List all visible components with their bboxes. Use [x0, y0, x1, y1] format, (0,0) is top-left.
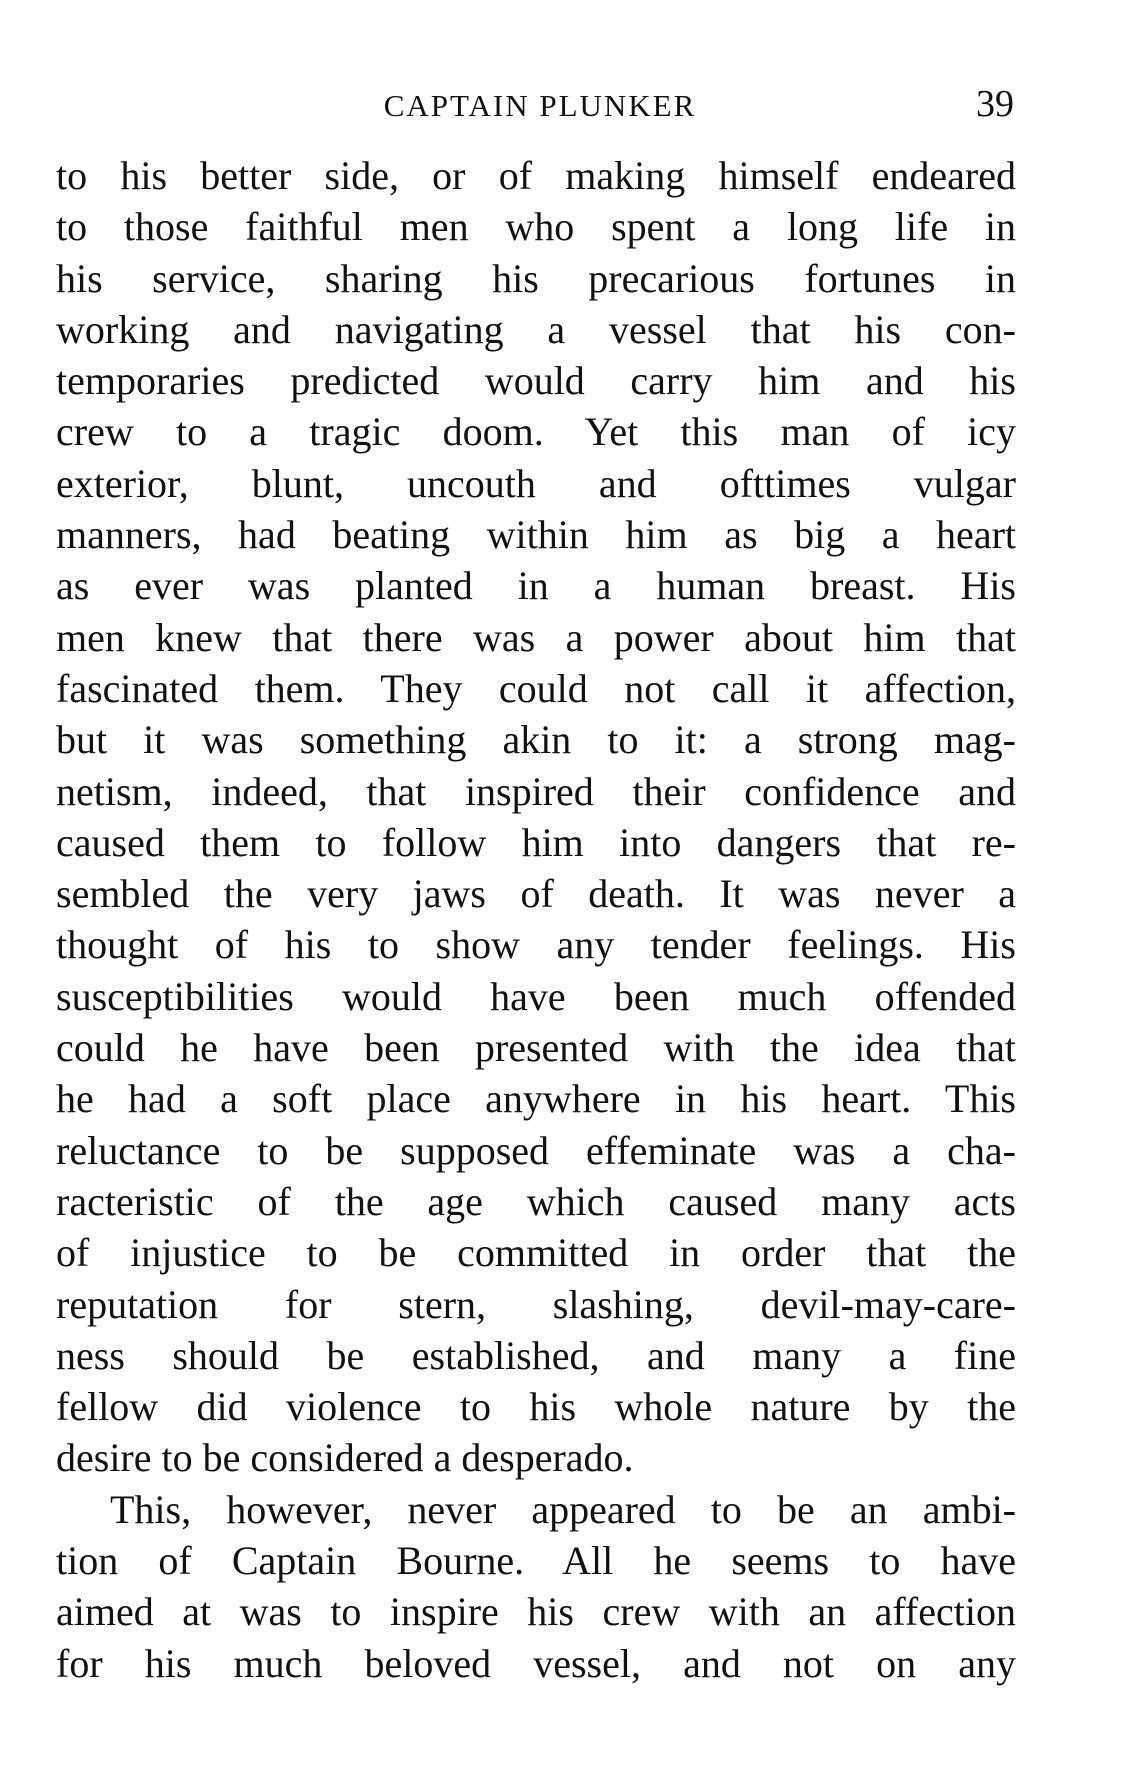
text-line: susceptibilities would have been much offended [56, 973, 1016, 1019]
text-line: manners, had beating within him as big a heart [56, 512, 1016, 558]
text-line: temporaries predicted would carry him and his [56, 358, 1016, 404]
text-line: exterior, blunt, uncouth and ofttimes vulgar [56, 460, 1016, 506]
body-text [56, 150, 1016, 1689]
text-line: sembled the very jaws of death. It was never a [56, 871, 1016, 917]
text-line: racteristic of the age which caused many acts [56, 1178, 1016, 1224]
running-title: CAPTAIN PLUNKER [383, 88, 697, 123]
text-line: he had a soft place anywhere in his heart. This [56, 1076, 1016, 1122]
text-line: reluctance to be supposed effeminate was a cha- [56, 1127, 1016, 1173]
text-line: working and navigating a vessel that his con- [56, 306, 1016, 352]
text-line: for his much beloved vessel, and not on any [56, 1640, 1016, 1686]
text-line: could he have been presented with the idea that [56, 1025, 1016, 1071]
paragraph-1 [56, 150, 1016, 1484]
text-line: to those faithful men who spent a long life in [56, 204, 1016, 250]
text-line: fascinated them. They could not call it affection, [56, 665, 1016, 711]
text-line: but it was something akin to it: a strong mag- [56, 717, 1016, 763]
text-line: of injustice to be committed in order that the [56, 1230, 1016, 1276]
text-line: crew to a tragic doom. Yet this man of icy [56, 409, 1016, 455]
text-line: This, however, never appeared to be an ambi- [110, 1486, 1016, 1532]
text-line: thought of his to show any tender feelings. His [56, 922, 1016, 968]
text-line: aimed at was to inspire his crew with an affection [56, 1589, 1016, 1635]
text-line: reputation for stern, slashing, devil-may-care- [56, 1281, 1016, 1327]
text-line: his service, sharing his precarious fortunes in [56, 255, 1016, 301]
text-line: desire to be considered a desperado. [56, 1435, 634, 1481]
text-line: tion of Captain Bourne. All he seems to have [56, 1538, 1016, 1584]
text-line: ness should be established, and many a fine [56, 1332, 1016, 1378]
text-line: men knew that there was a power about him that [56, 614, 1016, 660]
text-line: to his better side, or of making himself endeared [56, 153, 1016, 198]
running-head [0, 82, 1138, 142]
text-line: as ever was planted in a human breast. His [56, 563, 1016, 609]
text-line: netism, indeed, that inspired their confidence and [56, 768, 1016, 814]
page-number: 39 [976, 83, 1014, 125]
text-line: fellow did violence to his whole nature by the [56, 1384, 1016, 1430]
text-line: caused them to follow him into dangers that re- [56, 819, 1016, 865]
paragraph-2 [56, 1484, 1016, 1689]
